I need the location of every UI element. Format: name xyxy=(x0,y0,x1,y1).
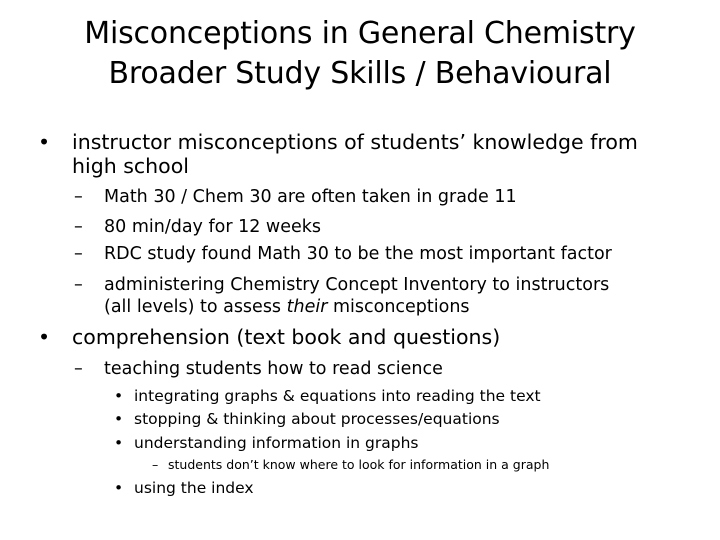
bullet-dot: • xyxy=(114,479,124,497)
bullet-dot: • xyxy=(114,387,124,405)
dash-bullet: – xyxy=(74,217,83,237)
bullet-2-subsub-1: integrating graphs & equations into reading the text xyxy=(134,387,541,405)
bullet-1-line-2: high school xyxy=(72,154,189,178)
dash-bullet: – xyxy=(74,244,83,264)
bullet-2-subsub-2: stopping & thinking about processes/equations xyxy=(134,410,500,428)
bullet-dot: • xyxy=(114,434,124,452)
bullet-1-line-1: instructor misconceptions of students’ knowledge from xyxy=(72,130,638,154)
bullet-1-sub-4: administering Chemistry Concept Inventory to instructors xyxy=(104,275,610,295)
bullet-1-sub-1: Math 30 / Chem 30 are often taken in grade 11 xyxy=(104,187,517,207)
bullet-dot: • xyxy=(114,410,124,428)
bullet-1-sub-3: RDC study found Math 30 to be the most important factor xyxy=(104,244,612,264)
title-line-2: Broader Study Skills / Behavioural xyxy=(108,56,612,91)
bullet-2-subsubsub-1: students don’t know where to look for information in a graph xyxy=(168,457,550,472)
bullet-2-subsub-3: understanding information in graphs xyxy=(134,434,419,452)
bullet-1-sub-4-line-2: (all levels) to assess their misconceptions xyxy=(104,297,470,317)
dash-bullet: – xyxy=(152,457,159,472)
bullet-1-sub-2: 80 min/day for 12 weeks xyxy=(104,217,322,237)
emphasis-their: their xyxy=(286,297,328,317)
bullet-dot: • xyxy=(38,325,51,349)
bullet-2-line-1: comprehension (text book and questions) xyxy=(72,325,501,349)
title-line-1: Misconceptions in General Chemistry xyxy=(84,16,636,51)
bullet-2-subsub-4: using the index xyxy=(134,479,254,497)
dash-bullet: – xyxy=(74,275,83,295)
bullet-2-sub-1: teaching students how to read science xyxy=(104,359,443,379)
bullet-dot: • xyxy=(38,130,51,154)
dash-bullet: – xyxy=(74,187,83,207)
dash-bullet: – xyxy=(74,359,83,379)
